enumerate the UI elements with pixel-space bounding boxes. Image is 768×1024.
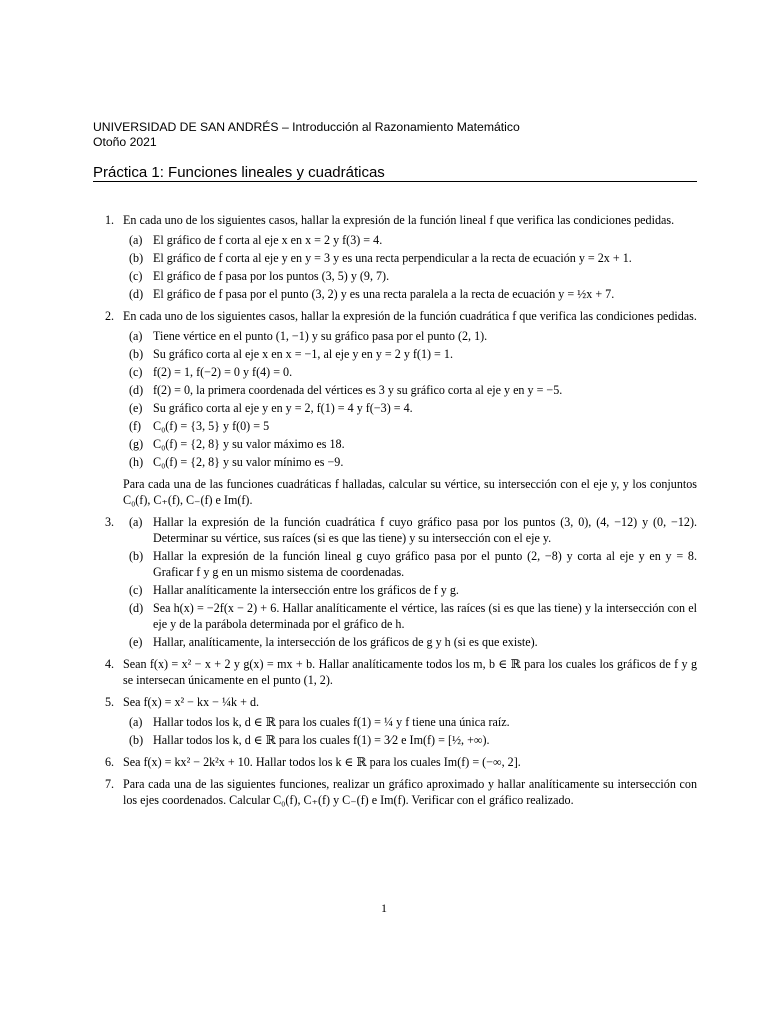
- subpart-label: (d): [129, 287, 144, 301]
- problem-statement: Sean f(x) = x² − x + 2 y g(x) = mx + b. Hallar analíticamente todos los m, b ∈ ℝ para los cuales los gráficos de f y g se intersecan únicamente en el punto (1, 2).: [123, 657, 697, 687]
- subpart-text: Hallar todos los k, d ∈ ℝ para los cuales f(1) = ¼ y f tiene una única raíz.: [153, 715, 510, 729]
- subpart-text: Hallar, analíticamente, la intersección de los gráficos de g y h (si es que existe).: [153, 635, 538, 649]
- problem-7: [93, 776, 697, 808]
- subpart-text: C₀(f) = {3, 5} y f(0) = 5: [153, 419, 270, 433]
- problem-statement: En cada uno de los siguientes casos, hallar la expresión de la función lineal f que verifica las condiciones pedidas.: [123, 213, 675, 227]
- subpart-label: (b): [129, 347, 144, 361]
- subpart-label: (c): [129, 269, 143, 283]
- subpart-text: f(2) = 1, f(−2) = 0 y f(4) = 0.: [153, 365, 293, 379]
- subpart-text: Su gráfico corta al eje y en y = 2, f(1) = 4 y f(−3) = 4.: [153, 401, 413, 415]
- subpart: [123, 600, 697, 632]
- subpart: [123, 268, 697, 284]
- subpart-label: (c): [129, 365, 143, 379]
- subpart: [123, 364, 697, 380]
- problem-2: [93, 308, 697, 470]
- problem-4: [93, 656, 697, 688]
- subpart-list: [123, 514, 697, 650]
- subpart: [123, 418, 697, 434]
- subpart-label: (g): [129, 437, 144, 451]
- subpart-label: (e): [129, 401, 143, 415]
- subpart-list: [123, 232, 697, 302]
- subpart: [123, 454, 697, 470]
- subpart-label: (a): [129, 329, 143, 343]
- problem-number: 3.: [105, 515, 115, 529]
- subpart-label: (b): [129, 733, 144, 747]
- page-title: Práctica 1: Funciones lineales y cuadráticas: [93, 164, 697, 182]
- subpart: [123, 548, 697, 580]
- subpart-label: (a): [129, 233, 143, 247]
- subpart-text: C₀(f) = {2, 8} y su valor mínimo es −9.: [153, 455, 344, 469]
- subpart: [123, 232, 697, 248]
- problem-3: [93, 514, 697, 650]
- subpart-text: Hallar la expresión de la función lineal g cuyo gráfico pasa por el punto (2, −8) y corta al eje y en y = 8. Graficar f y g en un mismo sistema de coordenadas.: [153, 549, 697, 579]
- subpart-text: f(2) = 0, la primera coordenada del vértices es 3 y su gráfico corta al eje y en y = −5.: [153, 383, 563, 397]
- problem-5: [93, 694, 697, 748]
- subpart: [123, 346, 697, 362]
- subpart-text: Hallar la expresión de la función cuadrática f cuyo gráfico pasa por los puntos (3, 0), (4, −12) y (0, −12). Determinar su vértice, sus raíces (si es que las tiene) y su intersección con el eje y.: [153, 515, 697, 545]
- subpart: [123, 634, 697, 650]
- subpart-text: El gráfico de f corta al eje y en y = 3 y es una recta perpendicular a la recta de ecuación y = 2x + 1.: [153, 251, 632, 265]
- subpart-label: (a): [129, 715, 143, 729]
- subpart: [123, 514, 697, 546]
- semester-label: Otoño 2021: [93, 135, 157, 149]
- subpart-text: El gráfico de f pasa por el punto (3, 2) y es una recta paralela a la recta de ecuación y = ½x + 7.: [153, 287, 615, 301]
- subpart: [123, 382, 697, 398]
- subpart-label: (b): [129, 251, 144, 265]
- problem-statement: En cada uno de los siguientes casos, hallar la expresión de la función cuadrática f que verifica las condiciones pedidas.: [123, 309, 697, 323]
- subpart: [123, 436, 697, 452]
- subpart-label: (e): [129, 635, 143, 649]
- subpart-label: (h): [129, 455, 144, 469]
- subpart-text: Hallar analíticamente la intersección entre los gráficos de f y g.: [153, 583, 459, 597]
- problem-statement: Para cada una de las siguientes funciones, realizar un gráfico aproximado y hallar analíticamente su intersección con los ejes coordenados. Calcular C₀(f), C₊(f) y C₋(f) e Im(f). Verificar con el gráfico realizado.: [123, 777, 697, 807]
- subpart: [123, 400, 697, 416]
- problem-statement: Sea f(x) = x² − kx − ¼k + d.: [123, 695, 260, 709]
- problem-number: 4.: [105, 657, 115, 671]
- subpart-label: (b): [129, 549, 144, 563]
- subpart-text: El gráfico de f pasa por los puntos (3, 5) y (9, 7).: [153, 269, 390, 283]
- subpart-text: Su gráfico corta al eje x en x = −1, al eje y en y = 2 y f(1) = 1.: [153, 347, 453, 361]
- problem-list: [93, 212, 697, 814]
- problem-number: 1.: [105, 213, 115, 227]
- subpart-label: (d): [129, 601, 144, 615]
- subpart-text: C₀(f) = {2, 8} y su valor máximo es 18.: [153, 437, 345, 451]
- subpart: [123, 286, 697, 302]
- subpart-label: (f): [129, 419, 142, 433]
- subpart: [123, 732, 697, 748]
- subpart-label: (d): [129, 383, 144, 397]
- page-number: 1: [381, 901, 387, 915]
- problem-6: [93, 754, 697, 770]
- subpart-text: Hallar todos los k, d ∈ ℝ para los cuales f(1) = 3⁄2 e Im(f) = [½, +∞).: [153, 733, 490, 747]
- subpart: [123, 328, 697, 344]
- course-header: UNIVERSIDAD DE SAN ANDRÉS – Introducción al Razonamiento Matemático: [93, 120, 520, 134]
- problem-2-followup: Para cada una de las funciones cuadráticas f halladas, calcular su vértice, su intersección con el eje y, y los conjuntos C₀(f), C₊(f), C₋(f) e Im(f).: [123, 477, 697, 507]
- subpart: [123, 714, 697, 730]
- subpart-label: (a): [129, 515, 143, 529]
- subpart-text: Tiene vértice en el punto (1, −1) y su gráfico pasa por el punto (2, 1).: [153, 329, 488, 343]
- subpart: [123, 582, 697, 598]
- problem-number: 6.: [105, 755, 115, 769]
- subpart-text: Sea h(x) = −2f(x − 2) + 6. Hallar analíticamente el vértice, las raíces (si es que las tiene) y la intersección con el eje y de la parábola determinada por el gráfico de h.: [153, 601, 697, 631]
- subpart: [123, 250, 697, 266]
- subpart-list: [123, 714, 697, 748]
- subpart-text: El gráfico de f corta al eje x en x = 2 y f(3) = 4.: [153, 233, 383, 247]
- problem-number: 2.: [105, 309, 115, 323]
- problem-number: 5.: [105, 695, 115, 709]
- subpart-list: [123, 328, 697, 470]
- problem-number: 7.: [105, 777, 115, 791]
- problem-1: [93, 212, 697, 302]
- subpart-label: (c): [129, 583, 143, 597]
- problem-statement: Sea f(x) = kx² − 2k²x + 10. Hallar todos los k ∈ ℝ para los cuales Im(f) = (−∞, 2].: [123, 755, 521, 769]
